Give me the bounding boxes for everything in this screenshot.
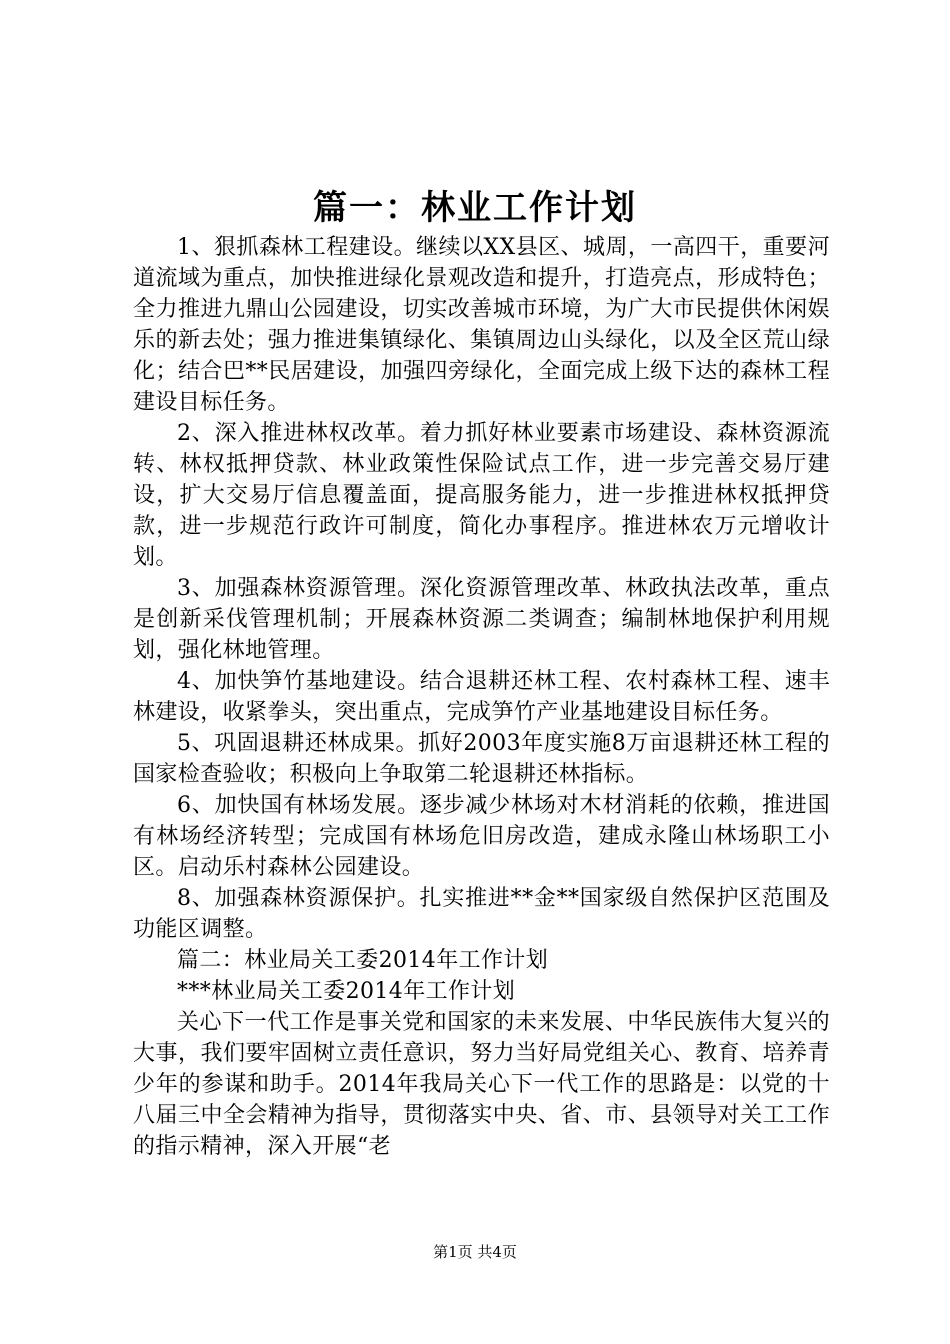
paragraph: 2、深入推进林权改革。着力抓好林业要素市场建设、森林资源流转、林权抵押贷款、林业政策性保险试点工作，进一步完善交易厅建设，扩大交易厅信息覆盖面，提高服务能力，进一步推进林权抵押贷款，进一步规范行政许可制度，简化办事程序。推进林农万元增收计划。 xyxy=(133,421,830,570)
subsection-heading: ***林业局关工委2014年工作计划 xyxy=(177,979,516,1004)
document-body xyxy=(133,232,830,1162)
paragraph: 3、加强森林资源管理。深化资源管理改革、林政执法改革，重点是创新采伐管理机制；开展森林资源二类调查；编制林地保护利用规划，强化林地管理。 xyxy=(133,576,830,663)
paragraph: 关心下一代工作是事关党和国家的未来发展、中华民族伟大复兴的大事，我们要牢固树立责任意识，努力当好局党组关心、教育、培养青少年的参谋和助手。2014年我局关心下一代工作的思路是：以党的十八届三中全会精神为指导，贯彻落实中央、省、市、县领导对关工工作的指示精神，深入开展“老 xyxy=(133,1010,830,1159)
paragraph: 6、加快国有林场发展。逐步减少林场对木材消耗的依赖，推进国有林场经济转型；完成国有林场危旧房改造，建成永隆山林场职工小区。启动乐村森林公园建设。 xyxy=(133,793,830,880)
paragraph: 8、加强森林资源保护。扎实推进**金**国家级自然保护区范围及功能区调整。 xyxy=(133,886,830,942)
paragraph: 5、巩固退耕还林成果。抓好2003年度实施8万亩退耕还林工程的国家检查验收；积极向上争取第二轮退耕还林指标。 xyxy=(133,731,830,787)
paragraph: 1、狠抓森林工程建设。继续以XX县区、城周，一高四干，重要河道流域为重点，加快推进绿化景观改造和提升，打造亮点，形成特色；全力推进九鼎山公园建设，切实改善城市环境，为广大市民提供休闲娱乐的新去处；强力推进集镇绿化、集镇周边山头绿化，以及全区荒山绿化；结合巴**民居建设，加强四旁绿化，全面完成上级下达的森林工程建设目标任务。 xyxy=(133,235,830,415)
paragraph: 4、加快笋竹基地建设。结合退耕还林工程、农村森林工程、速丰林建设，收紧拳头，突出重点，完成笋竹产业基地建设目标任务。 xyxy=(133,669,830,725)
document-title: 篇一：林业工作计划 xyxy=(313,188,637,228)
section-heading: 篇二：林业局关工委2014年工作计划 xyxy=(177,948,549,973)
page-footer: 第1页 共4页 xyxy=(433,1243,517,1261)
